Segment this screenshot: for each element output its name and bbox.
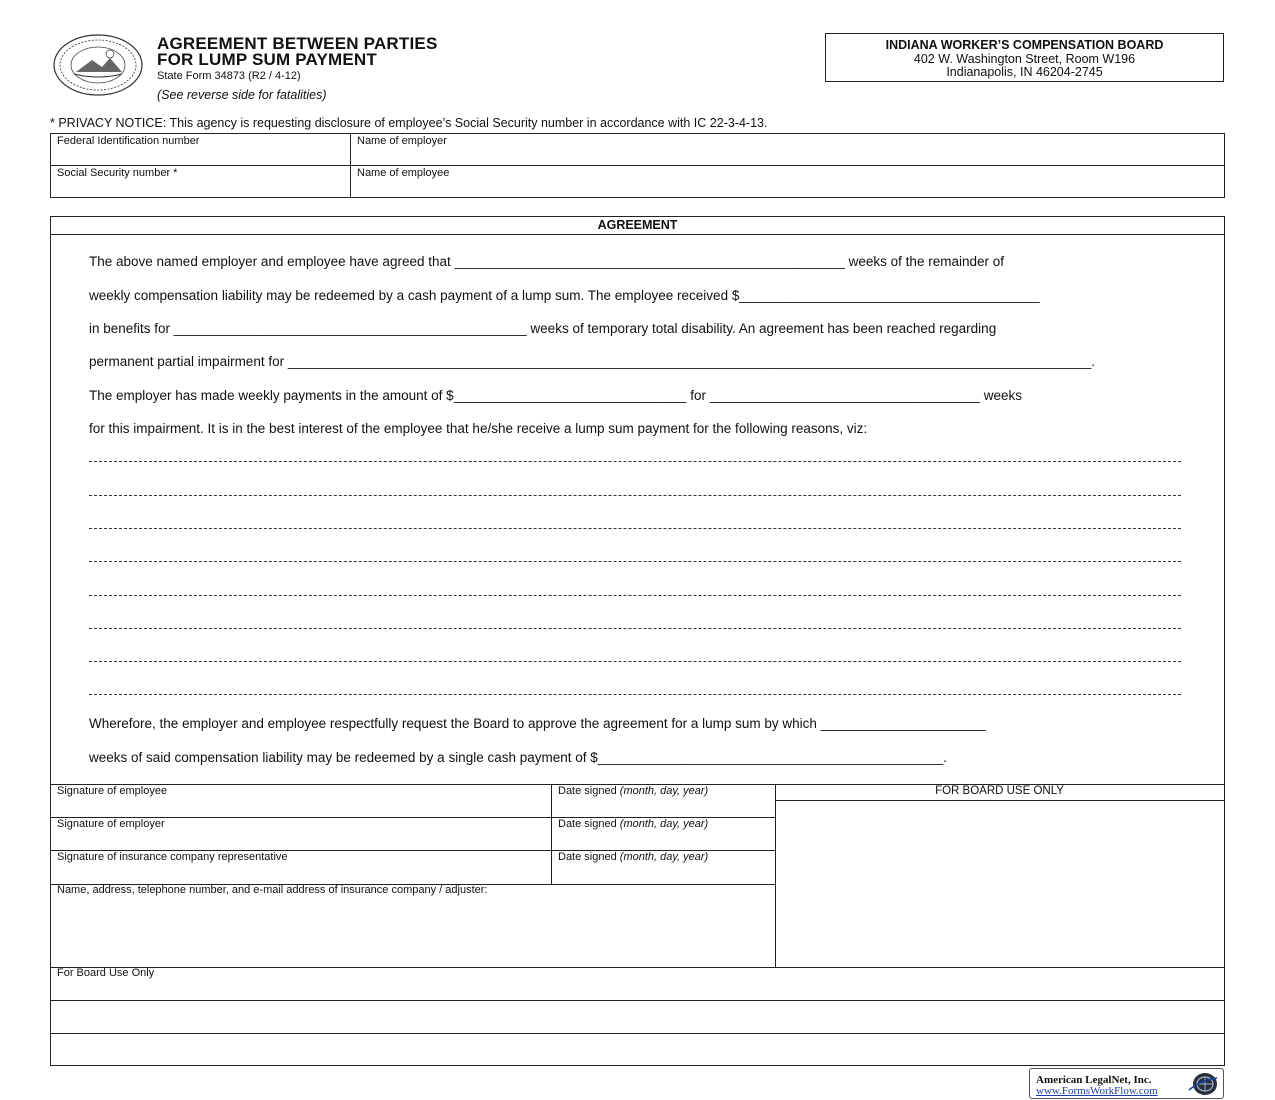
publisher-url[interactable]: www.FormsWorkFlow.com [1036, 1085, 1158, 1097]
reason-line[interactable] [89, 528, 1181, 529]
fein-label: Federal Identification number [57, 135, 200, 147]
reason-line[interactable] [89, 461, 1181, 462]
reason-line[interactable] [89, 661, 1181, 662]
reason-line[interactable] [89, 561, 1181, 562]
employer-signature-label: Signature of employer [57, 818, 165, 830]
date-signed-label: Date signed [558, 785, 617, 797]
agreement-line-6: for this impairment. It is in the best interest of the employee that he/she receive a lump sum payment for the following reasons, viz: [89, 421, 868, 436]
agreement-line-2[interactable]: weekly compensation liability may be redeemed by a cash payment of a lump sum. The employee received $________________________________________ [89, 288, 1040, 303]
agreement-line-7[interactable]: Wherefore, the employer and employee respectfully request the Board to approve the agreement for a lump sum by which ______________________ [89, 716, 986, 731]
ssn-label: Social Security number * [57, 167, 178, 179]
insurer-contact-field[interactable] [57, 884, 487, 896]
employer-date-field[interactable] [558, 818, 708, 830]
divider [551, 784, 552, 884]
board-name: INDIANA WORKER’S COMPENSATION BOARD [885, 38, 1164, 52]
publisher-logo[interactable] [1029, 1068, 1224, 1099]
agreement-line-8[interactable]: weeks of said compensation liability may be redeemed by a single cash payment of $______________________________________________. [89, 750, 947, 765]
reverse-side-note: (See reverse side for fatalities) [157, 88, 327, 102]
employee-date-field[interactable] [558, 785, 708, 797]
agreement-section [50, 216, 1225, 1066]
agreement-line-3[interactable]: in benefits for _______________________________________________ weeks of temporary total disability. An agreement has been reached regarding [89, 321, 997, 336]
divider [775, 800, 1224, 801]
date-signed-label: Date signed [558, 818, 617, 830]
insurer-contact-label: Name, address, telephone number, and e-mail address of insurance company / adjuster: [57, 884, 488, 896]
state-seal-image [52, 34, 144, 96]
agreement-line-1[interactable]: The above named employer and employee have agreed that ____________________________________________________ weeks of the remainder of [89, 254, 1004, 269]
employer-signature-field[interactable] [57, 818, 165, 830]
reason-line[interactable] [89, 694, 1181, 695]
insurer-signature-label: Signature of insurance company representative [57, 851, 288, 863]
globe-icon [1187, 1072, 1219, 1096]
employee-signature-label: Signature of employee [57, 785, 168, 797]
date-format-hint: (month, day, year) [619, 851, 709, 863]
board-address-line-1: 402 W. Washington Street, Room W196 [913, 51, 1136, 66]
reason-line[interactable] [89, 628, 1181, 629]
reason-line[interactable] [89, 595, 1181, 596]
employee-signature-field[interactable] [57, 785, 167, 797]
form-number: State Form 34873 (R2 / 4-12) [157, 70, 301, 82]
title-line-1: AGREEMENT BETWEEN PARTIES [157, 34, 438, 53]
agreement-line-5[interactable]: The employer has made weekly payments in the amount of $_______________________________ for ____________________________________ weeks [89, 388, 1023, 403]
agreement-line-4[interactable]: permanent partial impairment for ___________________________________________________________________________________________________________. [89, 354, 1095, 369]
fein-field[interactable] [51, 134, 351, 166]
employer-name-field[interactable] [351, 134, 1225, 166]
board-address-line-2: Indianapolis, IN 46204-2745 [946, 65, 1103, 79]
identification-table [50, 133, 1225, 198]
ssn-field[interactable] [51, 166, 351, 198]
title-line-2: FOR LUMP SUM PAYMENT [157, 50, 377, 69]
privacy-notice: * PRIVACY NOTICE: This agency is requesting disclosure of employee’s Social Security number in accordance with IC 22-3-4-13. [50, 116, 768, 130]
board-use-heading: FOR BOARD USE ONLY [935, 785, 1064, 797]
divider [51, 1033, 1224, 1034]
date-signed-label: Date signed [558, 851, 617, 863]
reason-line[interactable] [89, 495, 1181, 496]
date-format-hint: (month, day, year) [619, 785, 709, 797]
divider [775, 784, 776, 967]
agreement-heading: AGREEMENT [51, 217, 1224, 235]
board-address-box [825, 33, 1224, 82]
insurer-signature-field[interactable] [57, 851, 288, 863]
divider [51, 967, 1224, 968]
form-title [157, 36, 437, 68]
divider [51, 1000, 1224, 1001]
insurer-date-field[interactable] [558, 851, 708, 863]
employee-name-field[interactable] [351, 166, 1225, 198]
publisher-name: American LegalNet, Inc. [1036, 1074, 1152, 1086]
board-use-only-label: For Board Use Only [57, 967, 155, 979]
date-format-hint: (month, day, year) [619, 818, 709, 830]
employer-name-label: Name of employer [357, 135, 447, 147]
employee-name-label: Name of employee [357, 167, 450, 179]
